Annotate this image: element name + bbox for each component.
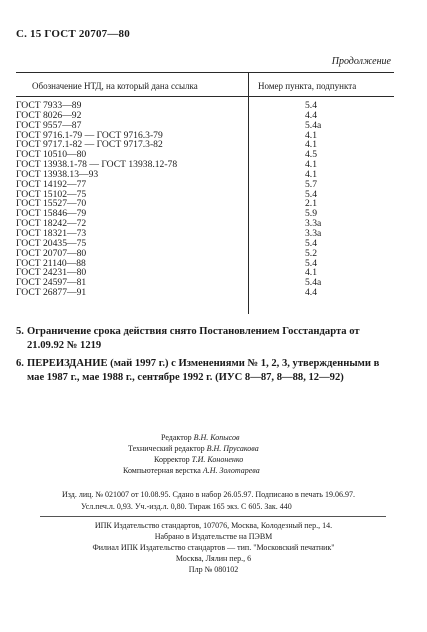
credit-layout	[123, 466, 260, 475]
publisher-line-1: ИПК Издательство стандартов, 107076, Москва, Колодезный пер., 14.	[94, 521, 333, 530]
item-5	[16, 325, 396, 355]
item-text: Ограничение срока действия снято Постановлением Госстандарта от 21.09.92 № 1219	[27, 326, 360, 351]
credit-role: Редактор	[161, 433, 192, 442]
column-header-clause: Номер пункта, подпункта	[258, 81, 357, 91]
credit-name: Т.И. Кононенко	[191, 455, 244, 464]
publisher-line-2: Набрано в Издательстве на ПЭВМ	[154, 532, 273, 541]
imprint-rule	[40, 516, 386, 517]
credit-technical-editor	[128, 444, 259, 453]
item-6	[16, 357, 396, 402]
clause-cell: 4.1	[305, 159, 317, 171]
document-cell: ГОСТ 15102—75	[16, 188, 87, 200]
publisher-line-5: Плр № 080102	[188, 565, 239, 574]
document-cell: ГОСТ 20435—75	[16, 237, 87, 249]
clause-cell: 5.4а	[305, 119, 322, 131]
document-cell: ГОСТ 13938.13—93	[16, 168, 99, 180]
document-cell: ГОСТ 10510—80	[16, 149, 87, 161]
document-cell: ГОСТ 20707—80	[16, 247, 87, 259]
document-cell: ГОСТ 7933—89	[16, 100, 82, 111]
clause-cell: 4.4	[305, 287, 317, 299]
item-number: 6.	[16, 358, 24, 369]
reference-table-body	[16, 101, 394, 298]
credit-editor	[161, 433, 240, 442]
page-header: С. 15 ГОСТ 20707—80	[16, 28, 130, 40]
clause-cell: 5.2	[305, 247, 317, 259]
document-cell: ГОСТ 15846—79	[16, 208, 87, 220]
document-cell: ГОСТ 26877—91	[16, 287, 87, 299]
clause-cell: 5.4	[305, 237, 317, 249]
clause-cell: 5.9	[305, 208, 317, 220]
clause-cell: 5.7	[305, 178, 317, 190]
credit-proofreader	[154, 455, 243, 464]
clause-cell: 3.3а	[305, 218, 322, 230]
clause-cell: 4.1	[305, 168, 317, 180]
document-cell: ГОСТ 14192—77	[16, 178, 87, 190]
item-number: 5.	[16, 326, 24, 337]
credit-name: В.Н. Копысов	[193, 433, 240, 442]
table-top-rule	[16, 72, 394, 73]
document-cell: ГОСТ 24231—80	[16, 267, 87, 279]
clause-cell: 5.4	[305, 100, 317, 111]
clause-cell: 3.3а	[305, 227, 322, 239]
document-cell: ГОСТ 15527—70	[16, 198, 87, 210]
publisher-line-4: Москва, Лялин пер., 6	[175, 554, 252, 563]
document-cell: ГОСТ 9717.1-82 — ГОСТ 9717.3-82	[16, 139, 163, 151]
publisher-line-3: Филиал ИПК Издательство стандартов — тип. "Московский печатник"	[92, 543, 335, 552]
credit-role: Компьютерная верстка	[123, 466, 201, 475]
document-cell: ГОСТ 18321—73	[16, 227, 87, 239]
imprint-line-1: Изд. лиц. № 021007 от 10.08.95. Сдано в набор 26.05.97. Подписано в печать 19.06.97.	[62, 490, 355, 499]
document-cell: ГОСТ 24597—81	[16, 277, 87, 289]
clause-cell: 2.1	[305, 198, 317, 210]
clause-cell: 4.1	[305, 267, 317, 279]
document-cell: ГОСТ 9557—87	[16, 119, 82, 131]
document-cell: ГОСТ 13938.1-78 — ГОСТ 13938.12-78	[16, 159, 178, 171]
credit-role: Технический редактор	[128, 444, 205, 453]
credit-name: А.Н. Золотарева	[202, 466, 260, 475]
credit-role: Корректор	[154, 455, 190, 464]
document-cell: ГОСТ 8026—92	[16, 109, 82, 121]
document-cell: ГОСТ 9716.1-79 — ГОСТ 9716.3-79	[16, 129, 163, 141]
table-header-rule	[16, 96, 394, 97]
item-text: ПЕРЕИЗДАНИЕ (май 1997 г.) с Изменениями № 1, 2, 3, утвержденными в мае 1987 г., мае 1988 г., сентябре 1992 г. (ИУС 8—87, 8—88, 12—92)	[27, 358, 380, 383]
document-cell: ГОСТ 18242—72	[16, 218, 87, 230]
document-cell: ГОСТ 21140—88	[16, 257, 86, 269]
clause-cell: 5.4	[305, 188, 317, 200]
clause-cell: 4.1	[305, 139, 317, 151]
clause-cell: 4.1	[305, 129, 317, 141]
credit-name: В.Н. Прусакова	[206, 444, 259, 453]
clause-cell: 5.4а	[305, 277, 322, 289]
imprint-line-2: Усл.печ.л. 0,93. Уч.-изд.л. 0,80. Тираж 165 экз. С 605. Зак. 440	[81, 502, 292, 511]
continued-label: Продолжение	[331, 56, 391, 67]
table-row	[16, 288, 394, 298]
clause-cell: 4.4	[305, 109, 317, 121]
column-header-document: Обозначение НТД, на который дана ссылка	[32, 81, 198, 91]
clause-cell: 5.4	[305, 257, 317, 269]
clause-cell: 4.5	[305, 149, 317, 161]
